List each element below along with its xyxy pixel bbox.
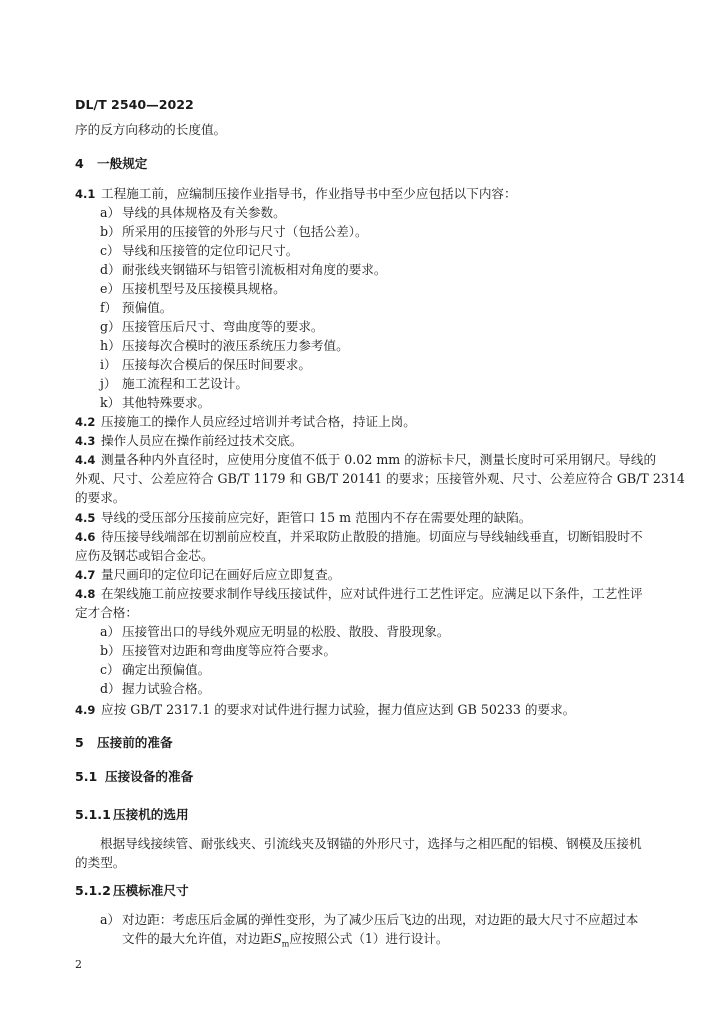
list-item: b）压接管对边距和弯曲度等应符合要求。: [100, 643, 337, 658]
list-item: i） 压接每次合模后的保压时间要求。: [100, 357, 311, 372]
list-item: k） 其他特殊要求。: [100, 395, 211, 410]
clause-4-4: 4.4 测量各种内外直径时，应使用分度值不低于 0.02 mm 的游标卡尺，测量长度时可采用钢尺。导线的: [75, 452, 657, 467]
list-item: a） 压接管出口的导线外观应无明显的松股、散股、背股现象。: [100, 624, 450, 639]
section-4-heading: 4 一般规定: [75, 156, 148, 171]
list-item: c） 确定出预偏值。: [100, 662, 211, 677]
list-item: f） 预偏值。: [100, 300, 173, 315]
clause-4-5: 4.5 导线的受压部分压接前应完好，距管口 15 m 范围内不存在需要处理的缺陷。: [75, 510, 532, 525]
list-item-line-2: 文件的最大允许值，对边距$S_m$应按照公式（1）进行设计。: [122, 931, 449, 949]
section-5-heading: 5 压接前的准备: [75, 735, 173, 750]
paragraph-5-1-1-line-2: 的类型。: [75, 855, 126, 870]
section-5-1-1-heading: 5.1.1 压接机的选用: [75, 807, 189, 822]
section-5-1-heading: 5.1 压接设备的准备: [75, 769, 194, 784]
clause-4-7: 4.7 量尺画印的定位印记在画好后应立即复查。: [75, 567, 341, 582]
list-item: d）耐张线夹钢锚环与铝管引流板相对角度的要求。: [100, 262, 387, 277]
clause-4-8-line-2: 定才合格：: [75, 605, 138, 620]
continued-text: 序的反方向移动的长度值。: [75, 122, 227, 137]
list-item: a） 对边距：考虑压后金属的弹性变形，为了减少压后飞边的出现，对边距的最大尺寸不应超过本: [100, 912, 639, 927]
clause-4-1: 4.1 工程施工前，应编制压接作业指导书，作业指导书中至少应包括以下内容：: [75, 186, 517, 201]
symbol-s: S: [273, 931, 282, 946]
list-item: c） 导线和压接管的定位印记尺寸。: [100, 243, 299, 258]
paragraph-5-1-1: 根据导线接续管、耐张线夹、引流线夹及钢锚的外形尺寸，选择与之相匹配的铝模、钢模及压接机: [100, 836, 642, 851]
clause-4-9: 4.9 应按 GB/T 2317.1 的要求对试件进行握力试验，握力值应达到 GB 50233 的要求。: [75, 702, 576, 717]
list-item: d）握力试验合格。: [100, 681, 211, 696]
clause-4-4-line-2: 外观、尺寸、公差应符合 GB/T 1179 和 GB/T 20141 的要求；压接管外观、尺寸、公差应符合 GB/T 2314: [75, 471, 685, 486]
list-item: h）压接每次合模时的液压系统压力参考值。: [100, 338, 349, 353]
list-item: a） 导线的具体规格及有关参数。: [100, 205, 286, 220]
page-number: 2: [75, 958, 82, 971]
document-code: DL/T 2540—2022: [75, 97, 194, 112]
clause-4-3: 4.3 操作人员应在操作前经过技术交底。: [75, 433, 303, 448]
list-item: j） 施工流程和工艺设计。: [100, 376, 248, 391]
list-item: b）所采用的压接管的外形与尺寸（包括公差）。: [100, 224, 368, 239]
list-item: g）压接管压后尺寸、弯曲度等的要求。: [100, 319, 324, 334]
symbol-subscript: m: [281, 939, 290, 949]
section-5-1-2-heading: 5.1.2 压模标准尺寸: [75, 883, 189, 898]
clause-4-2: 4.2 压接施工的操作人员应经过培训并考试合格，持证上岗。: [75, 414, 416, 429]
list-item: e） 压接机型号及压接模具规格。: [100, 281, 286, 296]
clause-4-6-line-2: 应伤及钢芯或铝合金芯。: [75, 548, 214, 563]
clause-4-6: 4.6 待压接导线端部在切割前应校直，并采取防止散股的措施。切面应与导线轴线垂直，切断铝股时不: [75, 529, 643, 544]
clause-4-4-line-3: 的要求。: [75, 490, 126, 505]
clause-4-8: 4.8 在架线施工前应按要求制作导线压接试件，应对试件进行工艺性评定。应满足以下条件，工艺性评: [75, 586, 643, 601]
